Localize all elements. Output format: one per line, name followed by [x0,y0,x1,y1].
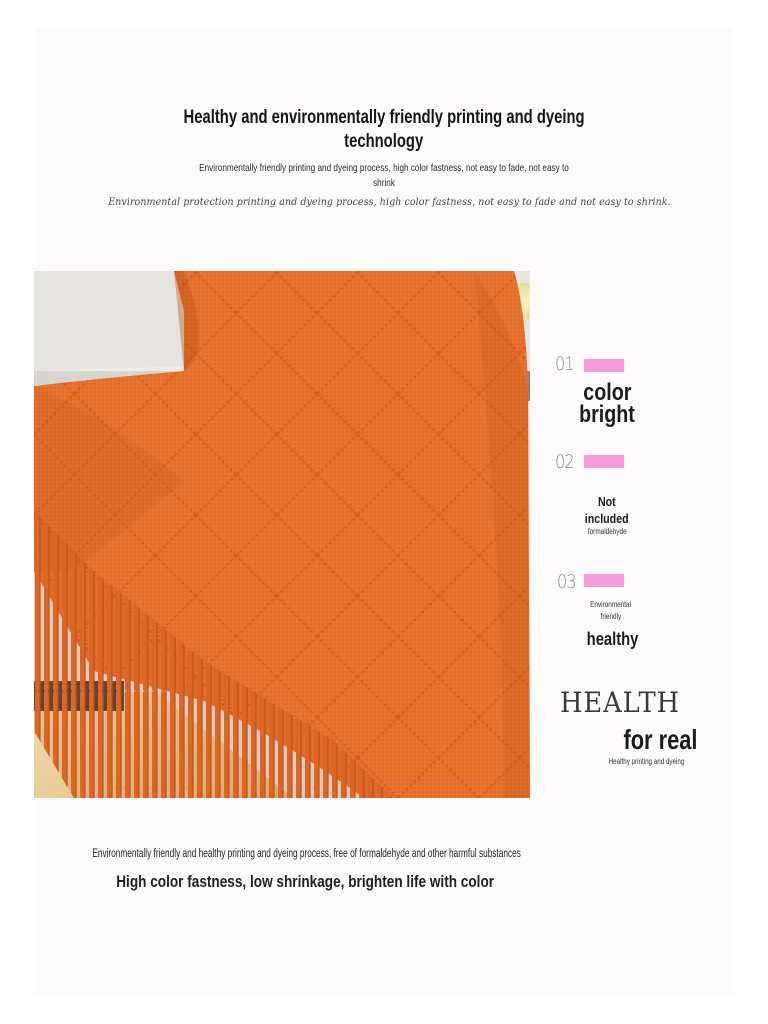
blanket-image [34,271,530,798]
feature-1-accent-bar [584,359,624,372]
subtitle-line-2: shrink [373,177,395,189]
feature-3-number: 03 [557,571,576,593]
feature-1-number: 01 [555,353,574,375]
script-caption [0,196,768,208]
feature-3-accent-bar [584,574,624,587]
script-caption-text: Environmental protection printing and dyeing process, high color fastness, not easy to fade and not easy to shrink. [107,196,671,208]
title-line-1: Healthy and environmentally friendly printing and dyeing [183,107,585,128]
subtitle-line-1: Environmentally friendly printing and dyeing process, high color fastness, not easy to fade, not easy to [199,162,569,174]
feature-3-subtitle: Environmental friendly [590,600,632,621]
title-line-2: technology [344,131,424,152]
feature-2-subtitle: formaldehyde [587,527,627,536]
health-subtext: Healthy printing and dyeing [608,757,684,766]
page-subtitle [0,161,768,191]
page-title [0,106,768,154]
product-photo [34,271,530,798]
footer-title: High color fastness, low shrinkage, brighten life with color [116,872,494,891]
feature-2-title: Not included [585,494,629,526]
feature-2-number: 02 [555,451,574,473]
health-tagline: for real [622,724,698,755]
feature-2-accent-bar [584,455,624,468]
feature-3-title: healthy [587,629,639,649]
footer-subtitle: Environmentally friendly and healthy printing and dyeing process, free of formaldehyde and other harmful substances [92,848,522,860]
health-heading: HEALTH [560,686,681,719]
feature-1-title: color bright [579,379,635,428]
